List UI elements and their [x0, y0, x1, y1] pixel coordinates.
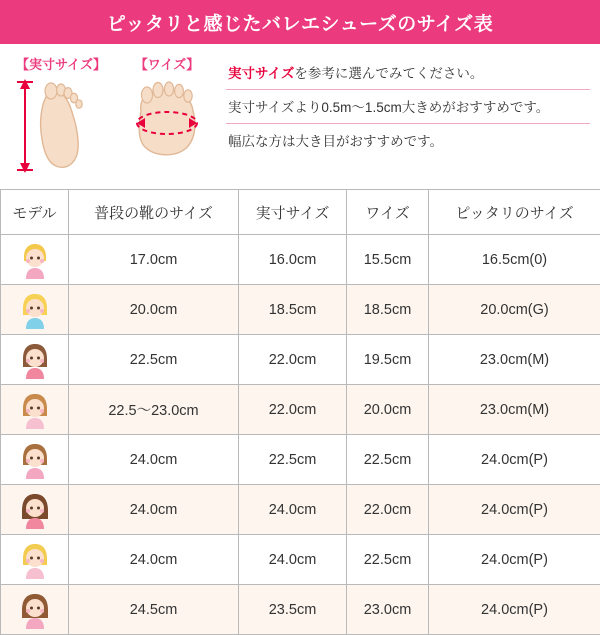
girl-avatar-icon [18, 541, 52, 579]
girl-avatar-icon [18, 341, 52, 379]
cell-fit-size: 20.0cm(G) [429, 285, 600, 335]
model-avatar-cell [1, 385, 69, 435]
cell-real-size: 23.5cm [239, 585, 347, 635]
cell-usual-size: 17.0cm [69, 235, 239, 285]
cell-fit-size: 24.0cm(P) [429, 485, 600, 535]
model-avatar-cell [1, 285, 69, 335]
cell-real-size: 16.0cm [239, 235, 347, 285]
foot-length-icon [11, 77, 111, 173]
note-line-2 [226, 90, 590, 124]
table-header-row [1, 190, 600, 235]
table-row [1, 285, 600, 335]
girl-avatar-icon [18, 441, 52, 479]
model-avatar-cell [1, 585, 69, 635]
foot-width-icon [117, 77, 217, 173]
page-header [0, 0, 600, 44]
column-header-usual-size: 普段の靴のサイズ [69, 190, 239, 235]
cell-real-size: 22.0cm [239, 335, 347, 385]
diagram-label-length: 【実寸サイズ】 [16, 54, 106, 73]
diagram-foot-length [8, 54, 114, 189]
diagram-label-width: 【ワイズ】 [135, 54, 199, 73]
cell-usual-size: 22.5cm [69, 335, 239, 385]
cell-real-size: 22.5cm [239, 435, 347, 485]
table-row [1, 235, 600, 285]
model-avatar-cell [1, 535, 69, 585]
table-row [1, 435, 600, 485]
cell-usual-size: 24.0cm [69, 435, 239, 485]
girl-avatar-icon [18, 491, 52, 529]
cell-usual-size: 22.5〜23.0cm [69, 385, 239, 435]
page-title: ピッタリと感じたバレエシューズのサイズ表 [107, 9, 493, 36]
girl-avatar-icon [18, 241, 52, 279]
note-text: 実寸サイズより0.5m〜1.5cm大きめがおすすめです。 [228, 100, 549, 115]
cell-fit-size: 23.0cm(M) [429, 385, 600, 435]
cell-real-size: 18.5cm [239, 285, 347, 335]
table-row [1, 585, 600, 635]
column-header-width: ワイズ [347, 190, 429, 235]
cell-width: 22.5cm [347, 535, 429, 585]
table-row [1, 335, 600, 385]
notes-list [220, 54, 600, 189]
cell-fit-size: 16.5cm(0) [429, 235, 600, 285]
cell-width: 18.5cm [347, 285, 429, 335]
girl-avatar-icon [18, 291, 52, 329]
note-text: 幅広な方は大き目がおすすめです。 [228, 134, 443, 149]
cell-usual-size: 24.5cm [69, 585, 239, 635]
table-row [1, 535, 600, 585]
cell-width: 23.0cm [347, 585, 429, 635]
cell-real-size: 24.0cm [239, 485, 347, 535]
cell-usual-size: 24.0cm [69, 535, 239, 585]
cell-usual-size: 24.0cm [69, 485, 239, 535]
cell-fit-size: 24.0cm(P) [429, 435, 600, 485]
girl-avatar-icon [18, 591, 52, 629]
cell-real-size: 24.0cm [239, 535, 347, 585]
note-emphasis: 実寸サイズ [228, 66, 294, 81]
cell-width: 22.5cm [347, 435, 429, 485]
note-line-1 [226, 56, 590, 90]
note-text: を参考に選んでみてください。 [294, 66, 483, 81]
model-avatar-cell [1, 235, 69, 285]
column-header-fit-size: ピッタリのサイズ [429, 190, 600, 235]
girl-avatar-icon [18, 391, 52, 429]
table-row [1, 385, 600, 435]
cell-width: 19.5cm [347, 335, 429, 385]
note-line-3 [226, 124, 590, 157]
model-avatar-cell [1, 485, 69, 535]
size-table [0, 189, 600, 635]
cell-fit-size: 23.0cm(M) [429, 335, 600, 385]
model-avatar-cell [1, 335, 69, 385]
model-avatar-cell [1, 435, 69, 485]
diagram-foot-width [114, 54, 220, 189]
table-row [1, 485, 600, 535]
cell-width: 15.5cm [347, 235, 429, 285]
cell-fit-size: 24.0cm(P) [429, 585, 600, 635]
column-header-model: モデル [1, 190, 69, 235]
cell-width: 20.0cm [347, 385, 429, 435]
cell-usual-size: 20.0cm [69, 285, 239, 335]
intro-section [0, 44, 600, 189]
cell-width: 22.0cm [347, 485, 429, 535]
cell-real-size: 22.0cm [239, 385, 347, 435]
column-header-real-size: 実寸サイズ [239, 190, 347, 235]
size-table-wrap [0, 189, 600, 635]
cell-fit-size: 24.0cm(P) [429, 535, 600, 585]
diagram-group [0, 54, 220, 189]
table-body [1, 235, 600, 635]
